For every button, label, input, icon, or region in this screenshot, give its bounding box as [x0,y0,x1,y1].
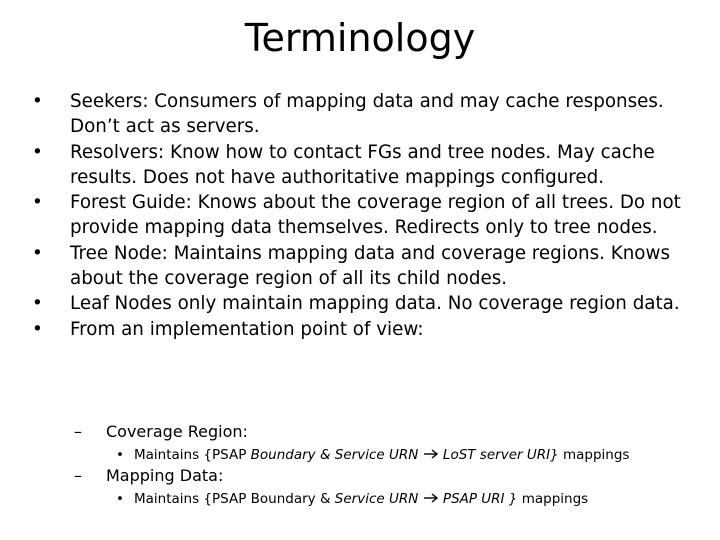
bullet-dot-icon: • [32,91,43,112]
bullet-dot-icon: • [32,318,43,340]
sub-item-coverage-region [32,422,712,442]
bullet-item [32,241,700,292]
bullet-item [32,190,700,241]
bullet-dot-icon: • [32,192,43,214]
slide-title: Terminology [244,16,476,60]
detail-from: Service URN [334,491,419,507]
detail-prefix: Maintains {PSAP Boundary & [134,491,335,507]
bullet-text: Tree Node: Maintains mapping data and coverage regions. Knows about the coverage region of all its child nodes. [70,242,670,290]
bullet-text: Seekers: Consumers of mapping data and may cache responses. Don’t act as servers. [70,91,664,138]
detail-suffix: mappings [558,447,630,463]
bullet-dot-icon: • [116,491,124,507]
right-arrow-icon [423,492,439,504]
bullet-text: Forest Guide: Knows about the coverage region of all trees. Do not provide mapping data themselves. Redirects only to tree nodes. [70,192,681,239]
bullet-dot-icon: • [32,293,43,315]
dash-icon: – [74,466,82,485]
bullet-item [32,291,700,316]
detail-from: Boundary & Service URN [250,447,419,463]
bullet-text: Resolvers: Know how to contact FGs and tree nodes. May cache results. Does not have authoritative mappings configured. [70,141,655,188]
detail-to: PSAP URI } [442,491,518,507]
sub-item-label: Mapping Data: [106,466,224,485]
bullet-item [32,317,700,342]
right-arrow-icon [423,448,439,460]
sub-item-label: Coverage Region: [106,422,248,441]
sub-item-mapping-data [32,466,712,486]
bullet-list [32,89,700,342]
bullet-dot-icon: • [116,447,124,463]
bullet-item [32,140,700,191]
sub-sub-item [32,446,712,464]
detail-prefix: Maintains {PSAP [134,447,251,463]
bullet-dot-icon: • [32,141,43,163]
dash-icon: – [74,422,82,441]
bullet-dot-icon: • [32,242,43,264]
bullet-text: From an implementation point of view: [70,318,424,340]
sub-list [32,422,712,508]
detail-to: LoST server URI} [442,447,559,463]
bullet-item [32,89,700,140]
sub-sub-item [32,490,712,508]
bullet-text: Leaf Nodes only maintain mapping data. No coverage region data. [70,293,680,315]
detail-suffix: mappings [517,491,589,507]
